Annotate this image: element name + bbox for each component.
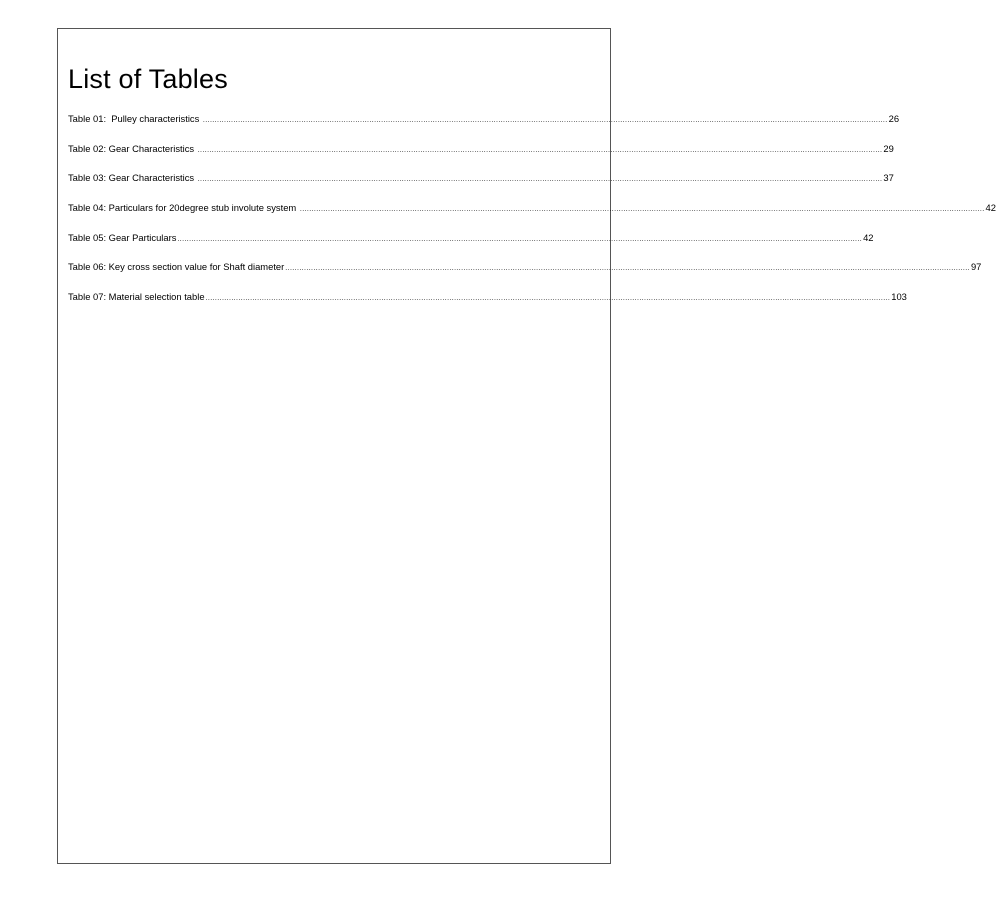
toc-entry-page-number: 103 (891, 291, 907, 303)
dot-leader: .................................................................................................................................................................................................................................................................................................... (202, 117, 888, 124)
toc-entry-table-05[interactable] (68, 231, 874, 245)
toc-entry-table-03[interactable] (68, 171, 894, 185)
toc-entry-label: Table 07: Material selection table (68, 291, 205, 303)
dot-leader: .................................................................................................................................................................................................................................................................................................... (197, 146, 883, 154)
dot-leader: .................................................................................................................................................................................................................................................................................................... (197, 176, 883, 184)
toc-entry-page-number: 42 (985, 202, 996, 214)
toc-entry-page-number: 37 (883, 172, 894, 184)
dot-leader: .................................................................................................................................................................................................................................................................................................... (205, 295, 891, 303)
toc-entry-page-number: 29 (883, 142, 894, 154)
toc-entry-page-number: 26 (888, 113, 900, 124)
toc-entry-table-06[interactable] (68, 260, 982, 274)
toc-entry-label: Table 01: Pulley characteristics (68, 113, 202, 124)
toc-entry-label: Table 06: Key cross section value for Shaft diameter (68, 261, 285, 273)
toc-entry-page-number: 42 (863, 231, 874, 243)
toc-entry-label: Table 03: Gear Characteristics (68, 172, 197, 184)
dot-leader: .................................................................................................................................................................................................................................................................................................... (285, 265, 970, 273)
toc-entry-page-number: 97 (970, 261, 982, 273)
toc-entry-label: Table 02: Gear Characteristics (68, 142, 197, 154)
toc-entry-table-04[interactable] (68, 201, 996, 215)
toc-entry-label: Table 05: Gear Particulars (68, 231, 177, 243)
dot-leader: .................................................................................................................................................................................................................................................................................................... (177, 235, 863, 243)
dot-leader: .................................................................................................................................................................................................................................................................................................... (299, 206, 985, 214)
toc-entry-table-02[interactable] (68, 142, 894, 156)
toc-entry-table-07[interactable] (68, 290, 907, 304)
toc-entry-label: Table 04: Particulars for 20degree stub involute system (68, 202, 299, 214)
page-title: List of Tables (68, 64, 228, 94)
list-of-tables (68, 112, 996, 320)
toc-entry-table-01[interactable] (68, 112, 900, 126)
